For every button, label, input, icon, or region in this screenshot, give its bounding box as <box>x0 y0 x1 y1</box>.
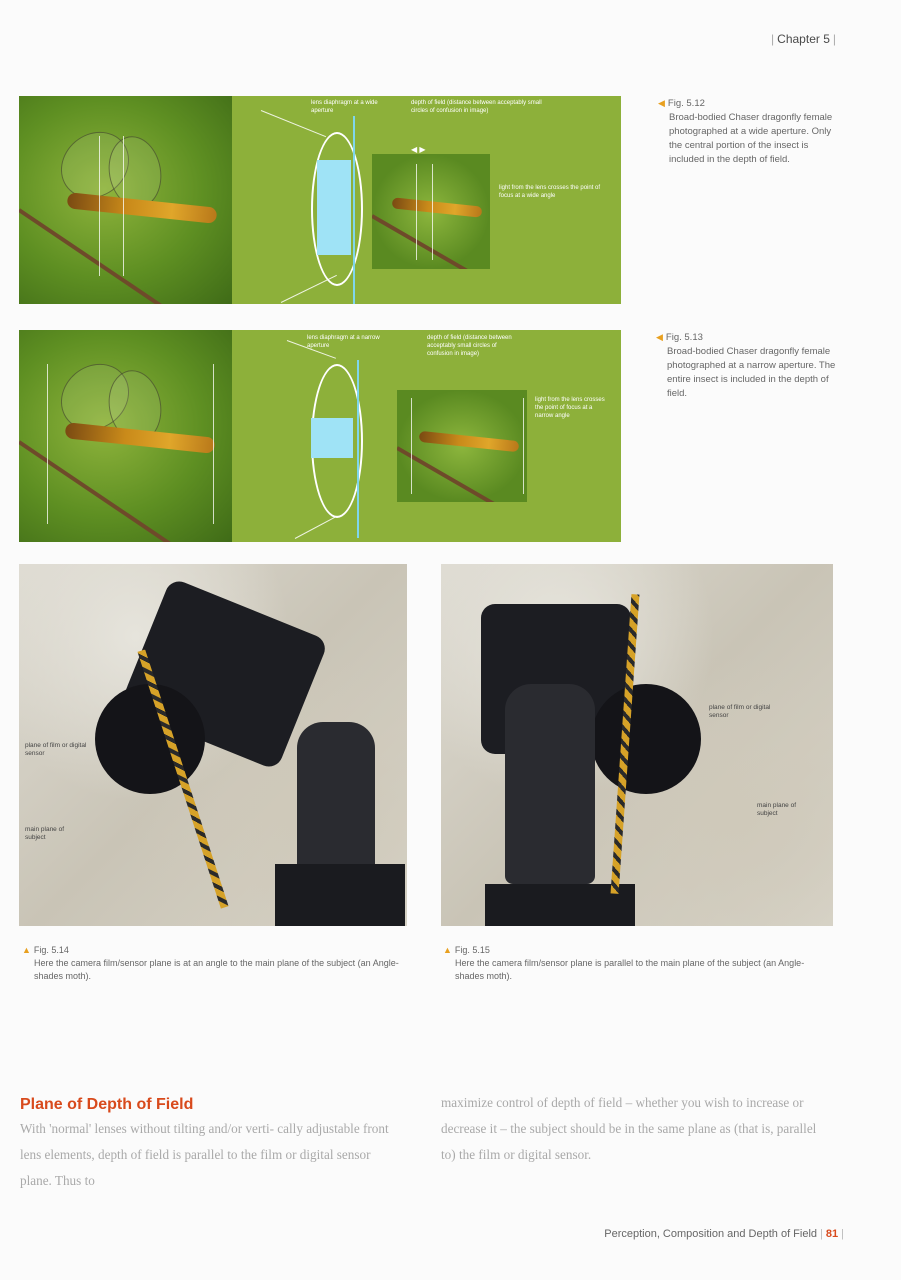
tripod-base <box>275 864 405 926</box>
label-subject-plane-5-14: main plane of subject <box>25 826 65 841</box>
label-light-wide: light from the lens crosses the point of focus at a wide angle <box>499 185 601 199</box>
triangle-up-icon: ▲ <box>443 945 452 955</box>
page-number: 81 <box>825 1228 839 1240</box>
camera-lens <box>95 684 205 794</box>
aperture-narrow <box>311 418 353 458</box>
focal-line-wide <box>353 116 355 304</box>
caption-fig-5-14: ▲ Fig. 5.14 Here the camera film/sensor plane is at an angle to the main plane of the subject (an Angle-shades moth). <box>22 945 399 981</box>
label-lens-wide: lens diaphragm at a wide aperture <box>311 100 378 114</box>
label-lens-narrow: lens diaphragm at a narrow aperture <box>307 335 380 349</box>
triangle-up-icon: ▲ <box>22 945 31 955</box>
tripod-head <box>505 684 595 884</box>
dragonfly-inset-wide <box>372 154 490 269</box>
label-film-plane-5-15: plane of film or digital sensor <box>709 704 771 719</box>
footer-title: Perception, Composition and Depth of Field <box>604 1228 818 1240</box>
chapter-header: | Chapter 5 | <box>771 32 836 46</box>
focal-line-narrow <box>357 360 359 538</box>
photo-fig-5-15 <box>441 564 833 926</box>
caption-fig-5-15: ▲ Fig. 5.15 Here the camera film/sensor plane is parallel to the main plane of the subject (an Angle-shades moth). <box>443 945 805 981</box>
aperture-wide <box>317 160 351 255</box>
body-column-1: With 'normal' lenses without tilting and/or verti- cally adjustable front lens elements, depth of field is parallel to the film or digital sensor plane. Thus to <box>20 1121 389 1188</box>
body-column-2: maximize control of depth of field – whether you wish to increase or decrease it – the subject should be in the same plane as (that is, parallel to) the film or digital sensor. <box>441 1095 817 1162</box>
triangle-left-icon: ◀ <box>658 98 665 108</box>
photo-fig-5-14 <box>19 564 407 926</box>
section-heading: Plane of Depth of Field <box>20 1096 194 1113</box>
dragonfly-photo-narrow <box>19 330 232 542</box>
figure-5-12-diagram <box>19 96 621 304</box>
chapter-label: Chapter 5 <box>777 32 830 46</box>
triangle-left-icon: ◀ <box>656 332 663 342</box>
caption-fig-5-13: ◀ Fig. 5.13 Broad-bodied Chaser dragonfly female photographed at a narrow aperture. The entire insect is included in the depth of field. <box>656 332 836 399</box>
figure-5-13-diagram <box>19 330 621 542</box>
label-subject-plane-5-15: main plane of subject <box>757 802 797 817</box>
arrow-marker: ◀ ▶ <box>411 145 426 154</box>
dragonfly-inset-narrow <box>397 390 527 502</box>
label-film-plane-5-14: plane of film or digital sensor <box>25 742 87 757</box>
tripod-head <box>297 722 375 872</box>
page-footer: Perception, Composition and Depth of Field | 81 | <box>604 1228 844 1240</box>
label-dof-narrow: depth of field (distance between acceptably small circles of confusion in image) <box>427 335 512 357</box>
label-dof-wide: depth of field (distance between acceptably small circles of confusion in image) <box>411 100 542 114</box>
dragonfly-photo-wide <box>19 96 232 304</box>
caption-fig-5-12: ◀ Fig. 5.12 Broad-bodied Chaser dragonfly female photographed at a wide aperture. Only the central portion of the insect is included in the depth of field. <box>658 98 833 165</box>
label-light-narrow: light from the lens crosses the point of focus at a narrow angle <box>535 397 605 419</box>
camera-lens <box>591 684 701 794</box>
